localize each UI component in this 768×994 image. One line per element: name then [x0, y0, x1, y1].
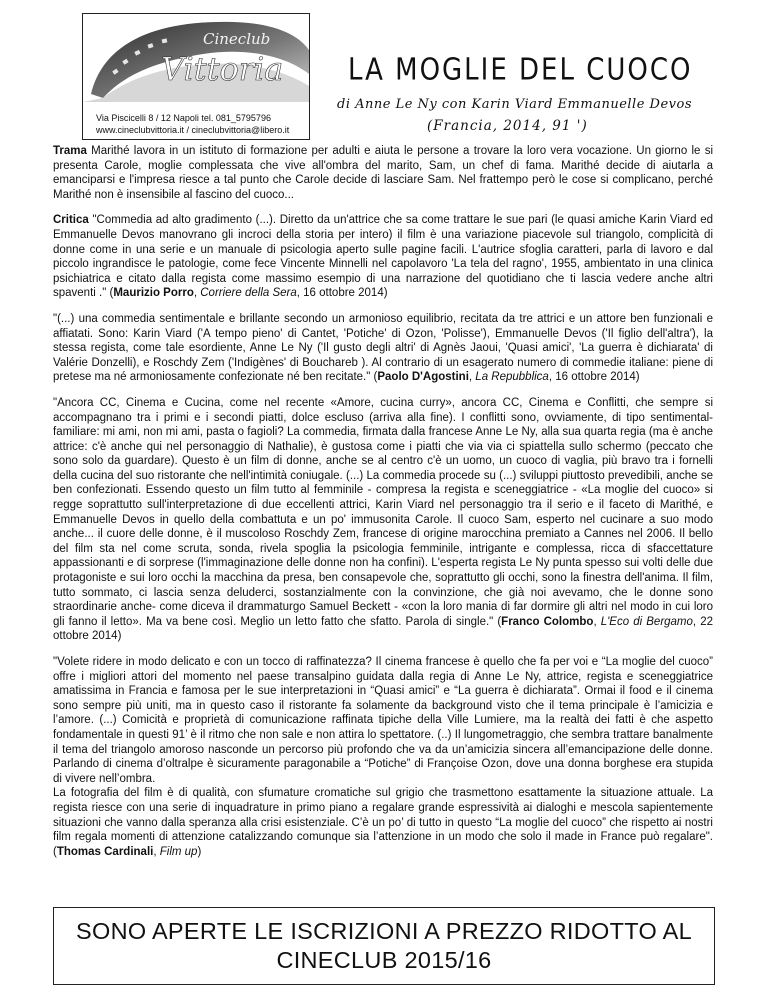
critica-date: , 16 ottobre 2014) — [296, 287, 388, 300]
review4-date: ) — [197, 845, 202, 858]
film-credits: di Anne Le Ny con Karin Viard Emmanuelle Devos — [337, 97, 693, 112]
review3-text: "Ancora CC, Cinema e Cucina, come nel recente «Amore, cucina curry», ancora CC, Cinema e Conflitti, che sempre si accompagnano tra i primi e i secondi piatti, dolce escluso (arriva alla fine). I conflitti sono, ovviamente, di tipo sentimental-familiare: mi ami, non mi ami, pasta o fagioli? La commedia, firmata dalla francese Anne Le Ny, alla sua quarta regia (ma è anche attrice: c'è anche qui nel personaggio di Nathalie), è gustosa come i piatti che via via ci spiattella sullo schermo (peccato che sono solo da guardare). Questo è un film di donne, anche se al centro c'è un uomo, un cuoco di vaglia, più bravo tra i fornelli della cucina del suo ristorante che nell'intimità coniugale. (...) La commedia procede su (...) sviluppi piuttosto prevedibili, anche se ben confezionati. Essendo questo un film tutto al femminile - compresa la regista e sceneggiatrice - «La moglie del cuoco» si regge soprattutto sull'interpretazione di due eccellenti attrici, Karin Viard nel personaggio tra il serio e il faceto di Marithé, e Emmanuelle Devos in quello della combattuta e un po' immusonita Carole. Il cuoco Sam, esperto nel cucinare a suo modo anche... il cuore delle donne, è il muscoloso Roschdy Zem, francese di origine marocchina premiato a Cannes nel 2006. Il bello del film sta nel come scruta, sonda, rivela spoglia la psicologia femminile, intrigante e complessa, ricca di sfaccettature appassionanti e di sorprese (l'immaginazione delle donne non ha confini). L'esperta regista Le Ny punta spesso sui volti delle due protagoniste e sui loro occhi la macchina da presa, ben consapevole che, soprattutto gli occhi, sono la finestra dell'anima. Il film, tutto sommato, ci lascia senza deluderci, sostanzialmente con la convinzione, che già noi avevamo, che le donne sono straordinarie anche- come diceva il drammaturgo Samuel Beckett - «con la loro mania di far dormire gli altri nel modo in cui loro gli fanno il letto». Ma va bene così. Meglio un letto fatto che sfatto. Parola di single." ( — [53, 396, 713, 628]
critica-paragraph — [53, 213, 713, 301]
trama-text: Marithé lavora in un istituto di formazione per adulti e aiuta le persone a trovare la loro vera vocazione. Un giorno le si presenta Carole, moglie complessata che vive all'ombra del marito, Sam, un chef di fama. Marithé decide di aiutarla a emanciparsi e l'impresa riesce a tal punto che Carole decide di lasciare Sam. Nel frattempo però le cose si complicano, perché Marithé non è insensibile al fascino del cuoco... — [53, 145, 713, 201]
logo-big-text: Vittoria — [161, 50, 284, 88]
review3-author: Franco Colombo — [501, 615, 594, 628]
enrollment-banner — [53, 907, 715, 985]
trama-label: Trama — [53, 145, 87, 157]
enrollment-text — [76, 917, 692, 975]
film-info: (Francia, 2014, 91 ') — [427, 118, 588, 134]
review3-paper: L'Eco di Bergamo — [600, 615, 693, 628]
logo-small-text: Cineclub — [203, 30, 271, 48]
logo-film-reel-art — [83, 14, 310, 102]
review2-author: Paolo D'Agostini — [377, 371, 469, 384]
review4-paragraph-2 — [53, 786, 713, 859]
review2-paragraph — [53, 312, 713, 385]
critica-text: "Commedia ad alto gradimento (...). Diretto da un'attrice che sa come trattare le sue pari (le quasi amiche Karin Viard ed Emmanuelle Devos manovrano gli incroci della storia per intero) il film è una variazione piacevole sul triangolo, complicità di donne come in una serie e un manuale di psicologia aperto sulle pagine facili. L'autrice sfoglia caratteri, parla di lavoro e dal piccolo ingrandisce le patologie, come fece Vincente Minnelli nel capolavoro 'La tela del ragno', 1955, ambientato in una clinica psichiatrica e citato dalla regista come massimo esempio di una narrazione del quotidiano che ti lascia vedere anche altri spaventi ." ( — [53, 214, 713, 300]
review3-date: , 22 ottobre 2014) — [53, 615, 713, 643]
logo-address-line: Via Piscicelli 8 / 12 Napoli tel. 081_5795796 — [96, 113, 271, 123]
enrollment-line-1: SONO APERTE LE ISCRIZIONI A PREZZO RIDOTTO AL — [76, 918, 692, 944]
cineclub-logo — [82, 13, 310, 140]
critica-author: Maurizio Porro — [113, 287, 194, 300]
trama-paragraph — [53, 144, 713, 202]
film-title: LA MOGLIE DEL CUOCO — [348, 53, 693, 88]
review2-date: , 16 ottobre 2014) — [548, 371, 640, 384]
review2-text: "(...) una commedia sentimentale e brillante secondo un armonioso equilibrio, recitata da tre attrici e un attore ben funzionali e affiatati. Sono: Karin Viard ('A tempo pieno' di Cantet, 'Potiche' di Ozon, 'Polisse'), Emmanuelle Devos ('Il figlio dell'altra'), la stessa regista, come tale esordiente, Anne Le Ny ('Il gusto degli altri' di Agnès Jaoui, 'Quasi amici', 'La guerra è dichiarata' di Valérie Donzelli), e Roschdy Zem ('Indigènes' di Bouchareb ). Al contrario di un esagerato numero di commedie italiane: piene di pretese ma né armoniosamente confezionate né ben recitate." ( — [53, 312, 713, 384]
review4-text-2: La fotografia del film è di qualità, con sfumature cromatiche sul grigio che trasmettono esattamente la situazione attuale. La regista riesce con una serie di inquadrature in primo piano a regalare grande espressività ai dialoghi e mescola sapientemente situazioni che vanno dalla speranza alla crisi esistenziale. C’è un po’ di tutto in questo “La moglie del cuoco” che rispetto ai nostri film regala momenti di attenzione catalizzando comunque sia l’attenzione in un modo che solo il made in France può regalare". ( — [53, 787, 713, 858]
logo-address — [96, 113, 306, 136]
article-body — [53, 144, 713, 870]
review4-paragraph-1 — [53, 655, 713, 786]
review4-sep: , — [153, 845, 160, 858]
review3-sep: , — [593, 615, 601, 628]
review2-paper: La Repubblica — [475, 371, 549, 384]
critica-label: Critica — [53, 214, 89, 227]
review4-author: Thomas Cardinali — [56, 845, 154, 858]
enrollment-line-2: CINECLUB 2015/16 — [276, 947, 492, 973]
review2-sep: , — [468, 371, 476, 384]
review4-paper: Film up — [159, 845, 198, 858]
critica-paper: Corriere della Sera — [200, 287, 297, 300]
review3-paragraph — [53, 396, 713, 644]
review4-text-1: "Volete ridere in modo delicato e con un tocco di raffinatezza? Il cinema francese è quello che fa per voi e “La moglie del cuoco” offre i migliori attori del momento nel paese transalpino guidata dalla regia di Anne Le Ny, attrice, regista e sceneggiatrice amatissima in Francia e famosa per le sue interpretazioni in “Quasi amici” e “La guerra è dichiarata”. Ormai il food e il cinema sono sempre più uniti, ma in questo caso il ristorante fa solamente da background visto che il tema principale è l’amicizia e l’amore. (...) Comicità e proprietà di comunicazione raffinata tipiche della Ville Lumiere, ma la realtà dei fatti è che aspetto fondamentale in questi 91’ è il ritmo che non sale e non attira lo spettatore. (..) Il lungometraggio, che sembra trattare banalmente il tema del triangolo amoroso nasconde un percorso più profondo che va da un’amicizia sincera all’emancipazione delle donne. Parlando di cinema d’oltralpe è sicuramente paragonabile a “Potiche” di Françoise Ozon, dove una donna borghese era stupida di vivere nell’ombra. — [53, 656, 713, 785]
critica-sep: , — [193, 287, 201, 300]
logo-web-line: www.cineclubvittoria.it / cineclubvittoria@libero.it — [96, 124, 290, 135]
